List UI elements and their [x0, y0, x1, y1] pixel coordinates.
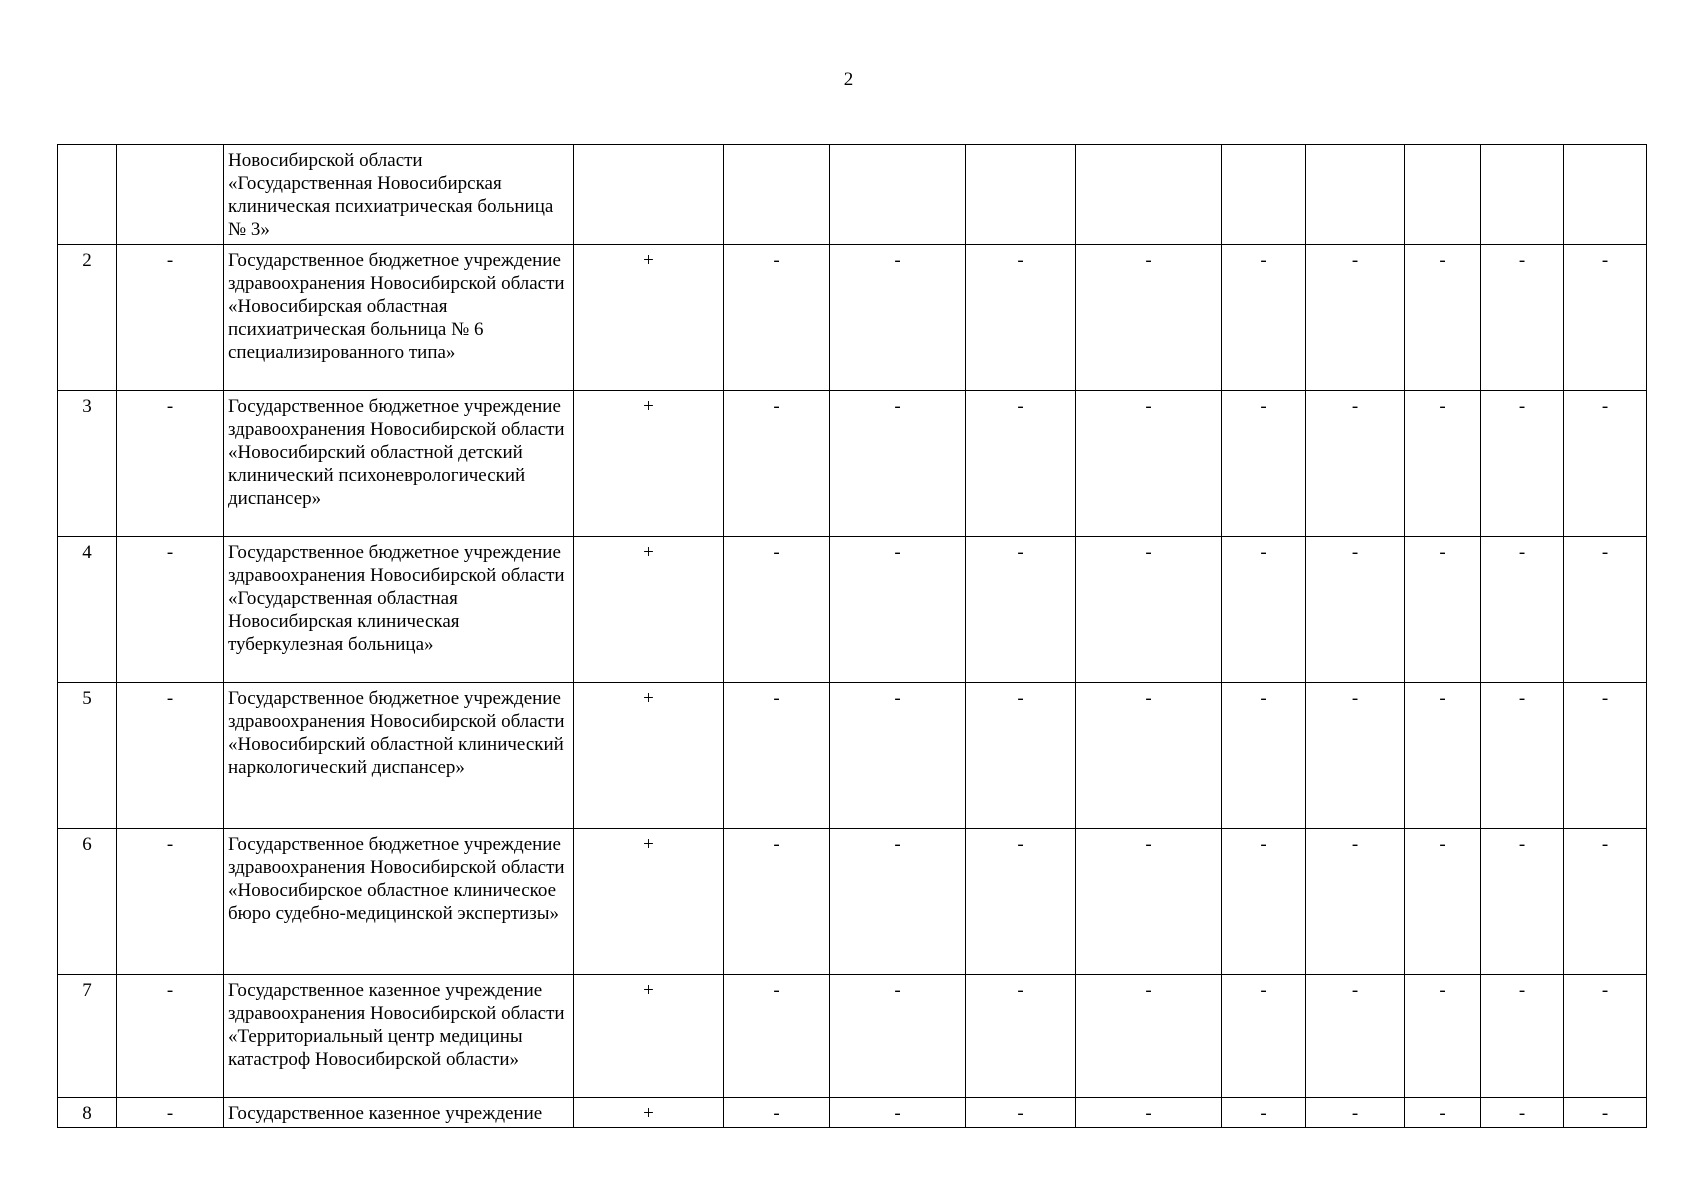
cell-col4: + [574, 683, 724, 829]
organization-name-cell: Государственное бюджетное учреждение здравоохранения Новосибирской области «Новосибирский областной клинический наркологический диспансер» [224, 683, 574, 829]
cell-col10: - [1306, 245, 1405, 391]
cell-col5 [724, 145, 830, 245]
row-number-cell: 4 [58, 537, 117, 683]
cell-col9: - [1222, 683, 1306, 829]
organization-name-cell: Государственное казенное учреждение здравоохранения Новосибирской области «Территориальный центр медицины катастроф Новосибирской области» [224, 975, 574, 1098]
organization-name-cell: Государственное бюджетное учреждение здравоохранения Новосибирской области «Новосибирское областное клиническое бюро судебно-медицинской экспертизы» [224, 829, 574, 975]
cell-col11 [1405, 145, 1481, 245]
cell-col5: - [724, 683, 830, 829]
cell-col8: - [1076, 975, 1222, 1098]
cell-col2: - [117, 975, 224, 1098]
cell-col12: - [1481, 975, 1564, 1098]
cell-col13: - [1564, 1098, 1647, 1128]
cell-col8: - [1076, 1098, 1222, 1128]
row-number-cell: 8 [58, 1098, 117, 1128]
cell-col8: - [1076, 829, 1222, 975]
cell-col8: - [1076, 245, 1222, 391]
cell-col11: - [1405, 245, 1481, 391]
cell-col13: - [1564, 683, 1647, 829]
row-number-cell: 3 [58, 391, 117, 537]
organization-name-cell: Новосибирской области «Государственная Новосибирская клиническая психиатрическая больница № 3» [224, 145, 574, 245]
cell-col9: - [1222, 537, 1306, 683]
cell-col6: - [830, 829, 966, 975]
cell-col13: - [1564, 975, 1647, 1098]
cell-col10: - [1306, 391, 1405, 537]
cell-col13: - [1564, 829, 1647, 975]
cell-col5: - [724, 829, 830, 975]
organization-name-cell: Государственное бюджетное учреждение здравоохранения Новосибирской области «Новосибирский областной детский клинический психоневрологический диспансер» [224, 391, 574, 537]
cell-col7: - [966, 537, 1076, 683]
table-row [58, 975, 1647, 1098]
cell-col4: + [574, 829, 724, 975]
cell-col5: - [724, 975, 830, 1098]
cell-col10 [1306, 145, 1405, 245]
cell-col9: - [1222, 975, 1306, 1098]
cell-col6: - [830, 683, 966, 829]
cell-col7: - [966, 245, 1076, 391]
cell-col12: - [1481, 537, 1564, 683]
cell-col12 [1481, 145, 1564, 245]
cell-col10: - [1306, 829, 1405, 975]
cell-col7: - [966, 683, 1076, 829]
cell-col4: + [574, 1098, 724, 1128]
cell-col11: - [1405, 829, 1481, 975]
cell-col7: - [966, 391, 1076, 537]
cell-col13 [1564, 145, 1647, 245]
cell-col9: - [1222, 245, 1306, 391]
row-number-cell: 2 [58, 245, 117, 391]
cell-col7 [966, 145, 1076, 245]
cell-col10: - [1306, 1098, 1405, 1128]
page-number: 2 [843, 69, 854, 90]
cell-col12: - [1481, 391, 1564, 537]
row-number-cell [58, 145, 117, 245]
cell-col11: - [1405, 975, 1481, 1098]
institutions-table [57, 144, 1647, 1128]
row-number-cell: 5 [58, 683, 117, 829]
cell-col12: - [1481, 829, 1564, 975]
cell-col7: - [966, 975, 1076, 1098]
cell-col8: - [1076, 537, 1222, 683]
cell-col13: - [1564, 537, 1647, 683]
row-number-cell: 6 [58, 829, 117, 975]
cell-col4: + [574, 391, 724, 537]
cell-col8 [1076, 145, 1222, 245]
cell-col7: - [966, 829, 1076, 975]
cell-col10: - [1306, 975, 1405, 1098]
organization-name-cell: Государственное казенное учреждение [224, 1098, 574, 1128]
cell-col11: - [1405, 683, 1481, 829]
cell-col9: - [1222, 1098, 1306, 1128]
cell-col4: + [574, 537, 724, 683]
cell-col8: - [1076, 683, 1222, 829]
cell-col7: - [966, 1098, 1076, 1128]
cell-col10: - [1306, 537, 1405, 683]
cell-col4 [574, 145, 724, 245]
table-row [58, 145, 1647, 245]
cell-col5: - [724, 245, 830, 391]
cell-col6: - [830, 975, 966, 1098]
cell-col10: - [1306, 683, 1405, 829]
table-row [58, 1098, 1647, 1128]
table-row [58, 245, 1647, 391]
cell-col4: + [574, 245, 724, 391]
cell-col2: - [117, 245, 224, 391]
cell-col13: - [1564, 391, 1647, 537]
cell-col12: - [1481, 1098, 1564, 1128]
organization-name-cell: Государственное бюджетное учреждение здравоохранения Новосибирской области «Новосибирская областная психиатрическая больница № 6 специализированного типа» [224, 245, 574, 391]
cell-col12: - [1481, 683, 1564, 829]
cell-col2: - [117, 1098, 224, 1128]
cell-col2: - [117, 683, 224, 829]
cell-col2: - [117, 537, 224, 683]
cell-col11: - [1405, 537, 1481, 683]
cell-col11: - [1405, 391, 1481, 537]
table-row [58, 683, 1647, 829]
cell-col4: + [574, 975, 724, 1098]
cell-col5: - [724, 537, 830, 683]
cell-col2: - [117, 391, 224, 537]
cell-col6: - [830, 537, 966, 683]
cell-col13: - [1564, 245, 1647, 391]
cell-col6: - [830, 391, 966, 537]
cell-col8: - [1076, 391, 1222, 537]
cell-col12: - [1481, 245, 1564, 391]
organization-name-cell: Государственное бюджетное учреждение здравоохранения Новосибирской области «Государственная областная Новосибирская клиническая туберкулезная больница» [224, 537, 574, 683]
cell-col11: - [1405, 1098, 1481, 1128]
cell-col9: - [1222, 829, 1306, 975]
cell-col6: - [830, 245, 966, 391]
cell-col6: - [830, 1098, 966, 1128]
row-number-cell: 7 [58, 975, 117, 1098]
cell-col9: - [1222, 391, 1306, 537]
table-row [58, 391, 1647, 537]
cell-col2 [117, 145, 224, 245]
cell-col6 [830, 145, 966, 245]
table-row [58, 829, 1647, 975]
cell-col5: - [724, 1098, 830, 1128]
cell-col5: - [724, 391, 830, 537]
cell-col2: - [117, 829, 224, 975]
cell-col9 [1222, 145, 1306, 245]
table-row [58, 537, 1647, 683]
